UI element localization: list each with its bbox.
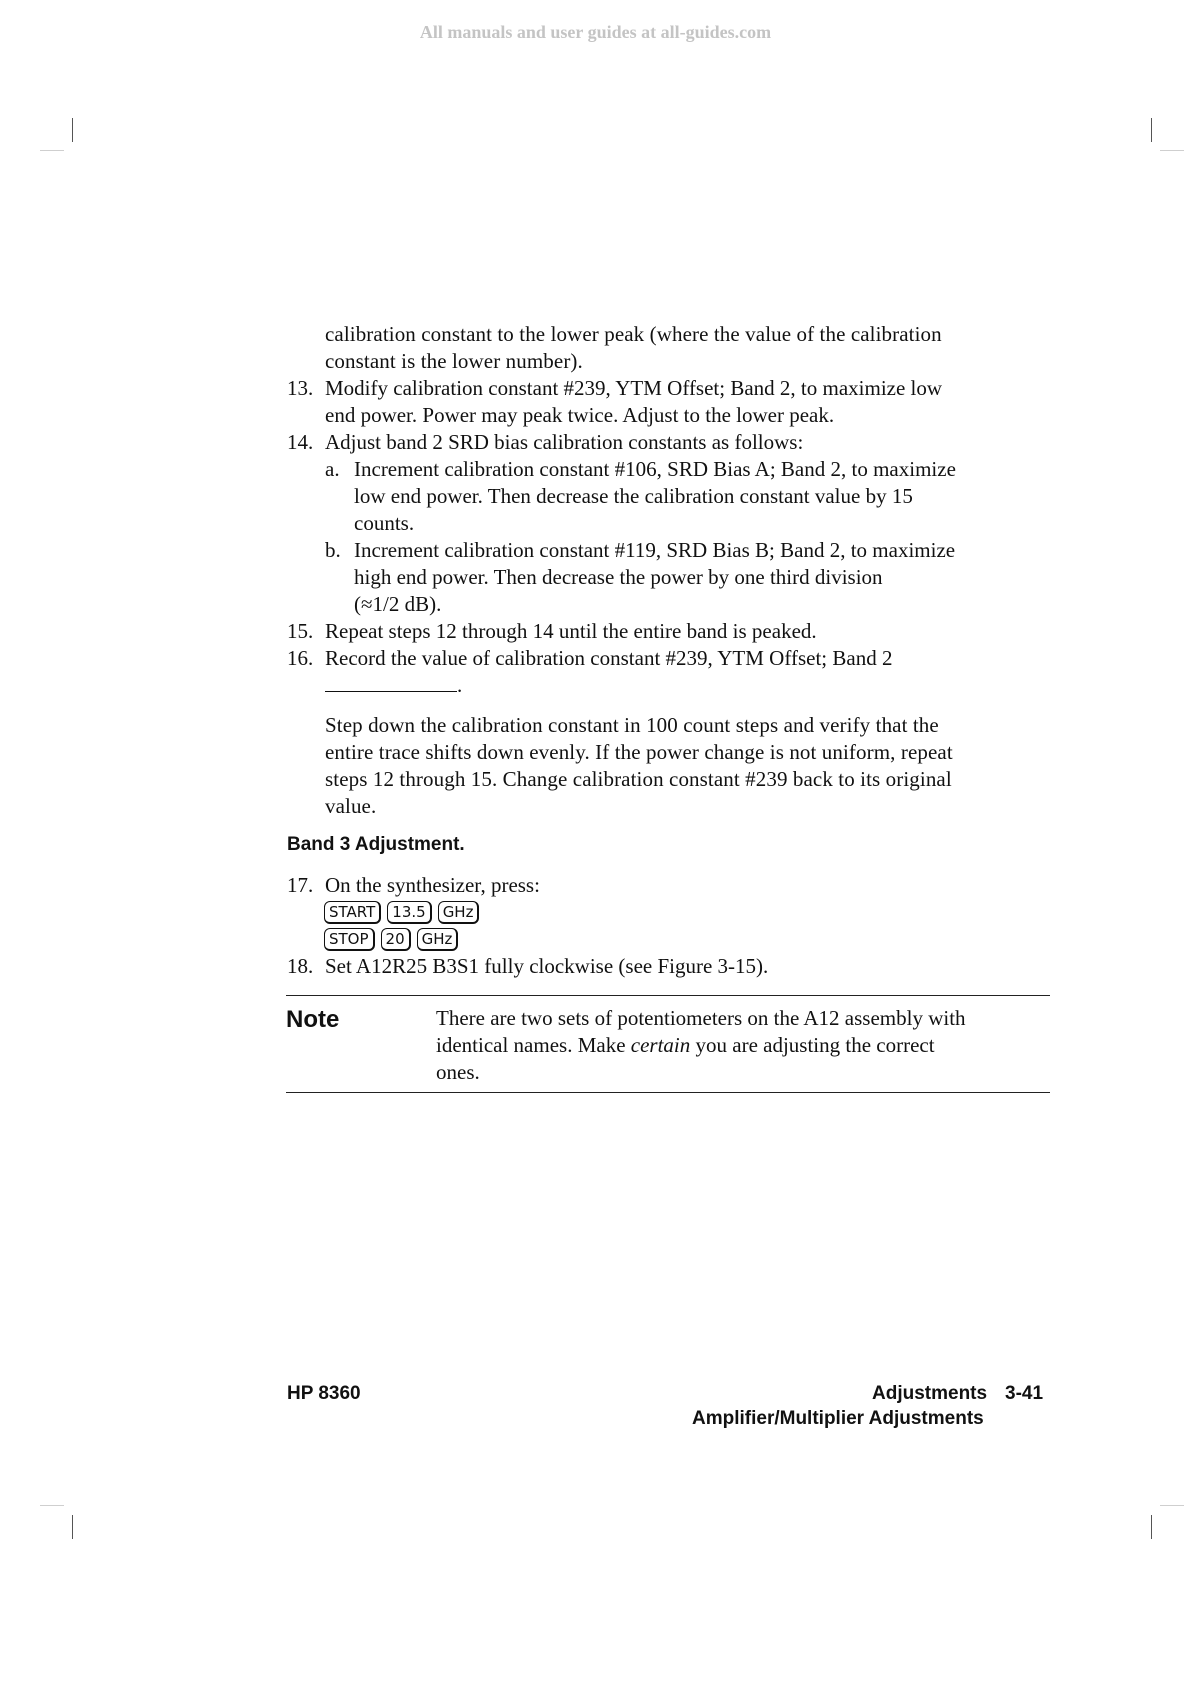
step-13 [0, 375, 1191, 429]
note-emphasis: certain [630, 1033, 691, 1057]
crop-mark [1151, 1515, 1152, 1539]
ghz-key: GHz [438, 901, 480, 924]
substep-letter: b. [325, 538, 341, 562]
step-number: 17. [287, 873, 314, 897]
intro-line: constant is the lower number). [325, 349, 583, 373]
note-line: ones. [436, 1060, 480, 1084]
substep-a [0, 456, 1191, 537]
substep-text: (≈1/2 dB). [354, 592, 442, 616]
record-blank-line [325, 672, 1045, 699]
step-number: 13. [287, 376, 314, 400]
step-18 [0, 953, 1191, 980]
key-sequence-2 [324, 928, 458, 954]
note-bottom-rule [286, 1092, 1050, 1093]
crop-mark [1160, 150, 1184, 151]
step-text: On the synthesizer, press: [325, 873, 540, 897]
footer-subsection: Amplifier/Multiplier Adjustments [692, 1408, 984, 1429]
substep-letter: a. [325, 457, 340, 481]
note-line: There are two sets of potentiometers on the A12 assembly with [436, 1006, 966, 1030]
note-text-pre: identical names. Make [436, 1033, 631, 1057]
crop-mark [1151, 118, 1152, 142]
step-text: Repeat steps 12 through 14 until the entire band is peaked. [325, 619, 817, 643]
footer-left: HP 8360 [287, 1383, 361, 1404]
step-number: 16. [287, 646, 314, 670]
footer-section: Adjustments [872, 1383, 988, 1404]
substep-b [0, 537, 1191, 618]
step-number: 18. [287, 954, 314, 978]
stop-key: STOP [324, 928, 375, 951]
footer-page-number: 3-41 [1005, 1383, 1044, 1404]
substep-text: Increment calibration constant #119, SRD Bias B; Band 2, to maximize [354, 538, 956, 562]
step-number: 14. [287, 430, 314, 454]
crop-mark [72, 1515, 73, 1539]
numeric-key: 20 [381, 928, 411, 951]
step-14 [0, 429, 1191, 456]
note-top-rule [286, 995, 1050, 996]
step-text: end power. Power may peak twice. Adjust to the lower peak. [325, 403, 835, 427]
step-text: Adjust band 2 SRD bias calibration constants as follows: [325, 430, 804, 454]
substep-text: low end power. Then decrease the calibration constant value by 15 [354, 484, 913, 508]
start-key: START [324, 901, 381, 924]
ghz-key: GHz [417, 928, 459, 951]
key-sequence-1 [324, 901, 479, 927]
paragraph-line: value. [325, 794, 377, 818]
step-text: Set A12R25 B3S1 fully clockwise (see Figure 3-15). [325, 954, 769, 978]
step-number: 15. [287, 619, 314, 643]
step-text: Modify calibration constant #239, YTM Offset; Band 2, to maximize low [325, 376, 943, 400]
blank-field [325, 673, 457, 692]
paragraph-line: Step down the calibration constant in 100 count steps and verify that the [325, 713, 939, 737]
crop-mark [40, 1505, 64, 1506]
crop-mark [1160, 1505, 1184, 1506]
substep-text: high end power. Then decrease the power by one third division [354, 565, 883, 589]
paragraph-line: entire trace shifts down evenly. If the power change is not uniform, repeat [325, 740, 953, 764]
numeric-key: 13.5 [387, 901, 431, 924]
step-15 [0, 618, 1191, 645]
section-heading: Band 3 Adjustment. [287, 834, 465, 855]
step-16 [0, 645, 1191, 699]
step-17 [0, 872, 1191, 899]
note-line [436, 1032, 1056, 1059]
substep-text: Increment calibration constant #106, SRD Bias A; Band 2, to maximize [354, 457, 956, 481]
intro-line: calibration constant to the lower peak (where the value of the calibration [325, 322, 942, 346]
watermark: All manuals and user guides at all-guides.com [419, 22, 772, 42]
step-text: Record the value of calibration constant #239, YTM Offset; Band 2 [325, 646, 893, 670]
note-label: Note [286, 1006, 340, 1033]
crop-mark [72, 118, 73, 142]
paragraph-line: steps 12 through 15. Change calibration constant #239 back to its original [325, 767, 952, 791]
blank-suffix: . [457, 673, 463, 697]
crop-mark [40, 150, 64, 151]
note-text-post: you are adjusting the correct [690, 1033, 935, 1057]
substep-text: counts. [354, 511, 415, 535]
note-text [436, 1005, 1056, 1086]
